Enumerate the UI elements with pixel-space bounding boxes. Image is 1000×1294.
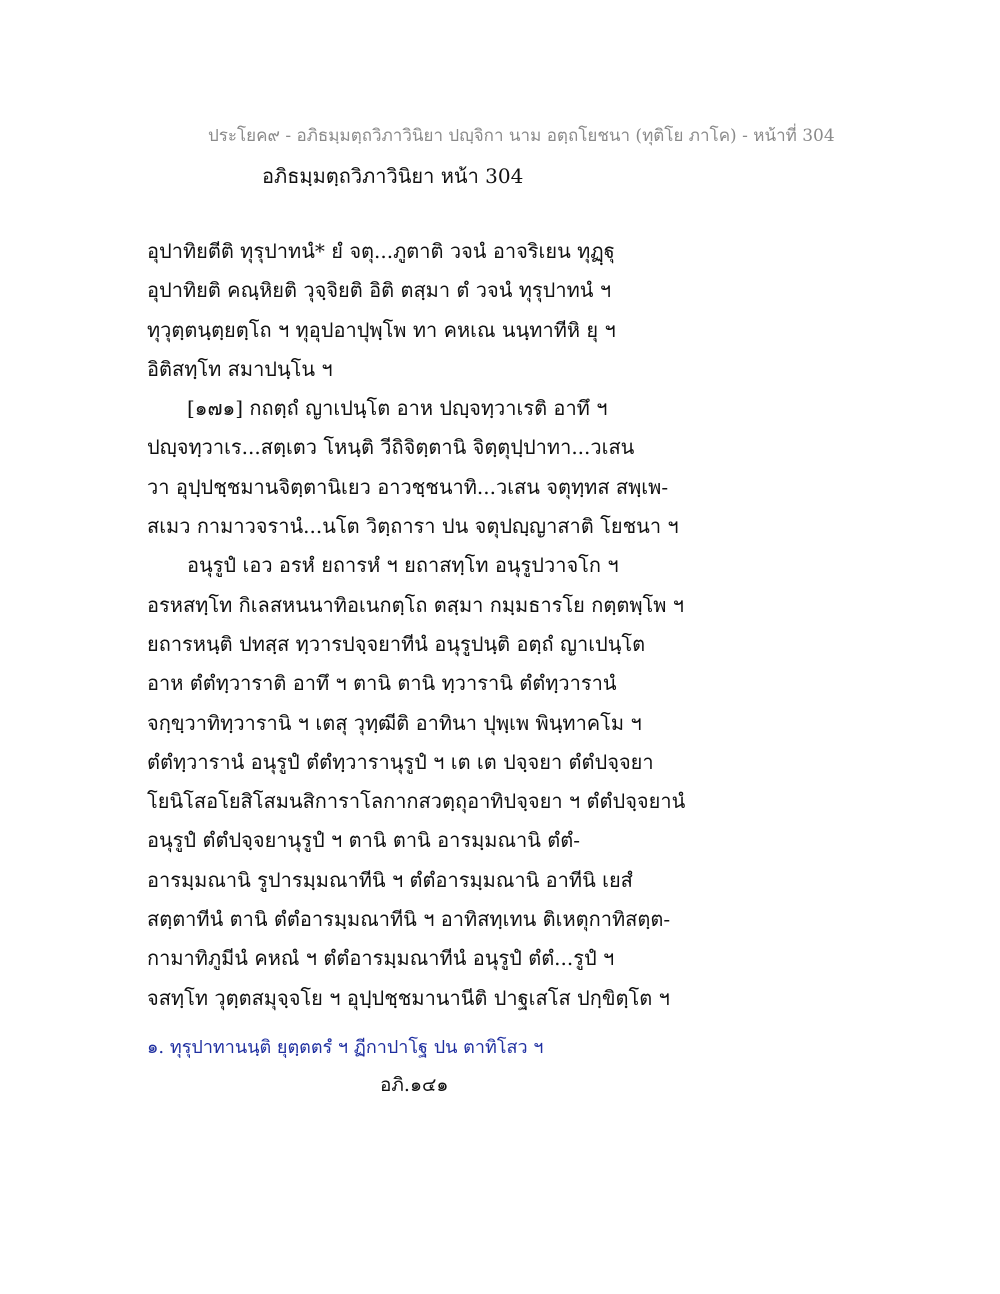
text-line: อนุรูปํ เอว อรหํ ยถารหํ ฯ ยถาสทฺโท อนุรูปวาจโก ฯ <box>187 553 619 578</box>
text-line: อาห ตํตํทฺวาราติ อาทึ ฯ ตานิ ตานิ ทฺวารานิ ตํตํทฺวารานํ <box>147 671 617 696</box>
text-line: ยถารหนฺติ ปทสฺส ทฺวารปจฺจยาทีนํ อนุรูปนฺติ อตฺถํ ญาเปนฺโต <box>147 631 646 656</box>
text-line: อารมฺมณานิ รูปารมฺมณาทีนิ ฯ ตํตํอารมฺมณานิ อาทีนิ เยสํ <box>147 867 633 892</box>
text-line: อรหสทฺโท กิเลสหนนาทิอเนกตฺโถ ตสฺมา กมฺมธารโย กตฺตพฺโพ ฯ <box>147 592 685 617</box>
text-line: อนุรูปํ ตํตํปจฺจยานุรูปํ ฯ ตานิ ตานิ อารมฺมณานิ ตํตํ- <box>147 828 580 853</box>
footnote: ๑. ทุรุปาทานนฺติ ยุตฺตตรํ ฯ ฏีกาปาโฐ ปน ตาทิโสว ฯ <box>147 1037 544 1058</box>
text-line: จสทฺโท วุตฺตสมุจฺจโย ฯ อุปฺปชฺชมานานีติ ปาฐเสโส ปกฺขิตฺโต ฯ <box>147 985 670 1010</box>
text-line: โยนิโสอโยสิโสมนสิการาโลกากสวตฺถุอาทิปจฺจยา ฯ ตํตํปจฺจยานํ <box>147 789 686 814</box>
text-line: ตํตํทฺวารานํ อนุรูปํ ตํตํทฺวารานุรูปํ ฯ เต เต ปจฺจยา ตํตํปจฺจยา <box>147 749 654 774</box>
text-line: วา อุปฺปชฺชมานจิตฺตานิเยว อาวชฺชนาทิ...วเสน จตุทฺทส สพฺเพ- <box>147 474 669 499</box>
text-line: ปญฺจทฺวาเร...สตฺเตว โหนฺติ วีถิจิตฺตานิ จิตฺตุปฺปาทา...วเสน <box>147 435 635 460</box>
text-line: สเมว กามาวจรานํ...นโต วิตฺถารา ปน จตุปญฺญาสาติ โยชนา ฯ <box>147 514 679 539</box>
text-line: ทุวุตฺตนฺตฺยตฺโถ ฯ ทุอุปอาปุพฺโพ ทา คหเณ นนฺทาทีหิ ยุ ฯ <box>147 317 616 342</box>
text-line: [๑๗๑] กถตฺถํ ญาเปนฺโต อาห ปญฺจทฺวาเรติ อาทึ ฯ <box>187 396 608 421</box>
running-header: ประโยค๙ - อภิธมฺมตฺถวิภาวินิยา ปญฺจิกา นาม อตฺถโยชนา (ทุติโย ภาโค) - หน้าที่ 304 <box>208 126 835 146</box>
text-line: กามาทิภูมีนํ คหณํ ฯ ตํตํอารมฺมณาทีนํ อนุรูปํ ตํตํ...รูปํ ฯ <box>147 946 615 971</box>
text-line: อุปาทิยติ คณฺหิยติ วุจฺจิยติ อิติ ตสฺมา ตํ วจนํ ทุรุปาทนํ ฯ <box>147 278 612 303</box>
text-line: สตฺตาทีนํ ตานิ ตํตํอารมฺมณาทีนิ ฯ อาทิสทฺเทน ติเหตุกาทิสตฺต- <box>147 907 671 932</box>
text-line: อิติสทฺโท สมาปนฺโน ฯ <box>147 356 333 381</box>
page-code: อภิ.๑๔๑ <box>380 1074 449 1096</box>
text-line: จกฺขฺวาทิทฺวารานิ ฯ เตสุ วุทฺฒีติ อาทินา ปุพฺเพ พินฺทาคโม ฯ <box>147 710 642 735</box>
body-text <box>147 232 707 1018</box>
page-title: อภิธมฺมตฺถวิภาวินิยา หน้า 304 <box>262 164 524 188</box>
text-line: อุปาทิยตีติ ทุรุปาทนํ* ยํ จตุ...ภูตาติ วจนํ อาจริเยน ทุฏฺฐุ <box>147 239 615 263</box>
